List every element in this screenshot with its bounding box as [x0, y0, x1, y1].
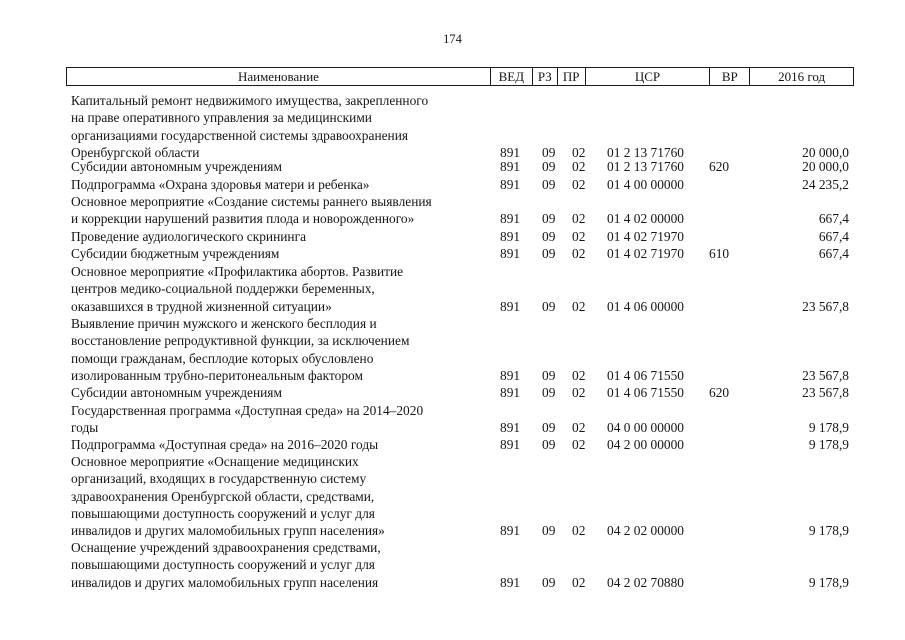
row-rz: 09: [542, 420, 556, 436]
row-csr: 01 2 13 71760: [607, 144, 684, 160]
row-csr: 01 4 02 71970: [607, 229, 684, 244]
row-amount: 667,4: [818, 229, 849, 244]
row-name-line: Основное мероприятие «Создание системы раннего выявления: [71, 194, 432, 209]
table-row: [0, 402, 905, 437]
row-amount: 23 567,8: [802, 385, 849, 400]
row-pr: 02: [572, 385, 586, 400]
row-amount: 20 000,0: [802, 144, 849, 160]
header-vr: ВР: [709, 68, 749, 85]
row-name: [71, 539, 491, 591]
row-vr: 620: [709, 385, 730, 400]
row-name: [71, 193, 491, 228]
row-rz: 09: [542, 298, 556, 314]
row-ved: 891: [500, 177, 521, 192]
page-number: 174: [443, 32, 462, 46]
row-name-line: Субсидии автономным учреждениям: [71, 159, 282, 174]
row-name: [71, 402, 491, 437]
row-name-line: Подпрограмма «Доступная среда» на 2016–2020 годы: [71, 437, 379, 452]
row-amount: 23 567,8: [802, 367, 849, 383]
row-amount: 667,4: [818, 211, 849, 227]
row-name-line: годы: [71, 420, 99, 436]
row-ved: 891: [500, 144, 521, 160]
row-rz: 09: [542, 229, 556, 244]
row-csr: 01 4 06 00000: [607, 298, 684, 314]
table-row: [0, 193, 905, 228]
row-ved: 891: [500, 437, 521, 452]
row-name-line: Оренбургской области: [71, 144, 200, 160]
row-name: [71, 176, 491, 193]
row-csr: 04 2 02 00000: [607, 523, 684, 539]
row-rz: 09: [542, 144, 556, 160]
row-csr: 01 2 13 71760: [607, 159, 684, 174]
row-name-line: Государственная программа «Доступная среда» на 2014–2020: [71, 403, 424, 418]
row-pr: 02: [572, 437, 586, 452]
row-rz: 09: [542, 523, 556, 539]
row-ved: 891: [500, 246, 521, 261]
row-name: [71, 158, 491, 175]
table-row: [0, 539, 905, 591]
row-ved: 891: [500, 523, 521, 539]
row-amount: 9 178,9: [808, 523, 849, 539]
row-amount: 20 000,0: [802, 159, 849, 174]
row-csr: 01 4 02 00000: [607, 211, 684, 227]
row-amount: 667,4: [818, 246, 849, 261]
row-amount: 24 235,2: [802, 177, 849, 192]
row-rz: 09: [542, 437, 556, 452]
row-csr: 01 4 06 71550: [607, 385, 684, 400]
row-ved: 891: [500, 367, 521, 383]
row-name: [71, 92, 491, 161]
row-csr: 01 4 02 71970: [607, 246, 684, 261]
row-rz: 09: [542, 246, 556, 261]
row-name: [71, 384, 491, 401]
row-name: [71, 245, 491, 262]
row-pr: 02: [572, 144, 586, 160]
row-csr: 04 2 00 00000: [607, 437, 684, 452]
header-pr: ПР: [557, 68, 585, 85]
row-name-line: центров медико-социальной поддержки беременных,: [71, 281, 375, 297]
table-row: [0, 228, 905, 245]
row-name: [71, 453, 491, 539]
row-name-line: повышающими доступность сооружений и услуг для: [71, 505, 375, 521]
row-pr: 02: [572, 298, 586, 314]
row-name-line: на праве оперативного управления за медицинскими: [71, 110, 372, 126]
row-name-line: Основное мероприятие «Оснащение медицинских: [71, 454, 359, 469]
row-rz: 09: [542, 211, 556, 227]
header-ved: ВЕД: [490, 68, 532, 85]
row-pr: 02: [572, 177, 586, 192]
row-name: [71, 315, 491, 384]
row-csr: 01 4 06 71550: [607, 367, 684, 383]
row-rz: 09: [542, 574, 556, 590]
row-name-line: Выявление причин мужского и женского бесплодия и: [71, 316, 377, 331]
row-name-line: Субсидии бюджетным учреждениям: [71, 246, 280, 261]
row-ved: 891: [500, 574, 521, 590]
row-rz: 09: [542, 385, 556, 400]
header-year: 2016 год: [749, 68, 853, 85]
header-name: Наименование: [237, 69, 319, 84]
row-name-line: Капитальный ремонт недвижимого имущества, закрепленного: [71, 93, 429, 108]
row-name-line: повышающими доступность сооружений и услуг для: [71, 557, 375, 573]
row-name-line: инвалидов и других маломобильных групп населения»: [71, 523, 385, 539]
row-amount: 9 178,9: [808, 420, 849, 436]
row-pr: 02: [572, 523, 586, 539]
row-amount: 9 178,9: [808, 574, 849, 590]
row-name-line: организаций, входящих в государственную систему: [71, 471, 367, 487]
row-pr: 02: [572, 229, 586, 244]
table-row: [0, 384, 905, 401]
row-name-line: и коррекции нарушений развития плода и новорожденного»: [71, 211, 415, 227]
row-pr: 02: [572, 367, 586, 383]
table-row: [0, 315, 905, 384]
row-name-line: Проведение аудиологического скрининга: [71, 229, 307, 244]
row-csr: 04 2 02 70880: [607, 574, 684, 590]
row-name-line: организациями государственной системы здравоохранения: [71, 127, 409, 143]
row-name-line: изолированным трубно-перитонеальным фактором: [71, 367, 363, 383]
row-name: [71, 228, 491, 245]
row-vr: 620: [709, 159, 730, 174]
table-row: [0, 245, 905, 262]
row-name-line: помощи гражданам, бесплодие которых обусловлено: [71, 350, 374, 366]
table-row: [0, 453, 905, 540]
table-row: [0, 158, 905, 175]
row-rz: 09: [542, 367, 556, 383]
row-ved: 891: [500, 159, 521, 174]
row-csr: 01 4 00 00000: [607, 177, 684, 192]
row-name-line: здравоохранения Оренбургской области, средствами,: [71, 488, 375, 504]
row-ved: 891: [500, 229, 521, 244]
row-name: [71, 436, 491, 453]
row-name-line: Оснащение учреждений здравоохранения средствами,: [71, 540, 381, 555]
row-name-line: Субсидии автономным учреждениям: [71, 385, 282, 400]
row-pr: 02: [572, 159, 586, 174]
row-ved: 891: [500, 385, 521, 400]
row-rz: 09: [542, 159, 556, 174]
row-amount: 9 178,9: [808, 437, 849, 452]
row-name: [71, 263, 491, 315]
table-row: [0, 436, 905, 453]
row-rz: 09: [542, 177, 556, 192]
row-name-line: оказавшихся в трудной жизненной ситуации»: [71, 298, 332, 314]
row-amount: 23 567,8: [802, 298, 849, 314]
row-ved: 891: [500, 420, 521, 436]
table-row: [0, 92, 905, 161]
row-ved: 891: [500, 298, 521, 314]
header-rz: РЗ: [532, 68, 557, 85]
row-vr: 610: [709, 246, 730, 261]
row-pr: 02: [572, 246, 586, 261]
row-name-line: Подпрограмма «Охрана здоровья матери и ребенка»: [71, 177, 370, 192]
row-pr: 02: [572, 211, 586, 227]
table-row: [0, 263, 905, 315]
table-row: [0, 176, 905, 193]
row-pr: 02: [572, 574, 586, 590]
row-name-line: инвалидов и других маломобильных групп населения: [71, 574, 379, 590]
row-name-line: Основное мероприятие «Профилактика абортов. Развитие: [71, 264, 404, 279]
table-header: [66, 67, 854, 86]
row-ved: 891: [500, 211, 521, 227]
header-csr: ЦСР: [585, 68, 710, 85]
row-name-line: восстановление репродуктивной функции, за исключением: [71, 333, 410, 349]
row-pr: 02: [572, 420, 586, 436]
row-csr: 04 0 00 00000: [607, 420, 684, 436]
